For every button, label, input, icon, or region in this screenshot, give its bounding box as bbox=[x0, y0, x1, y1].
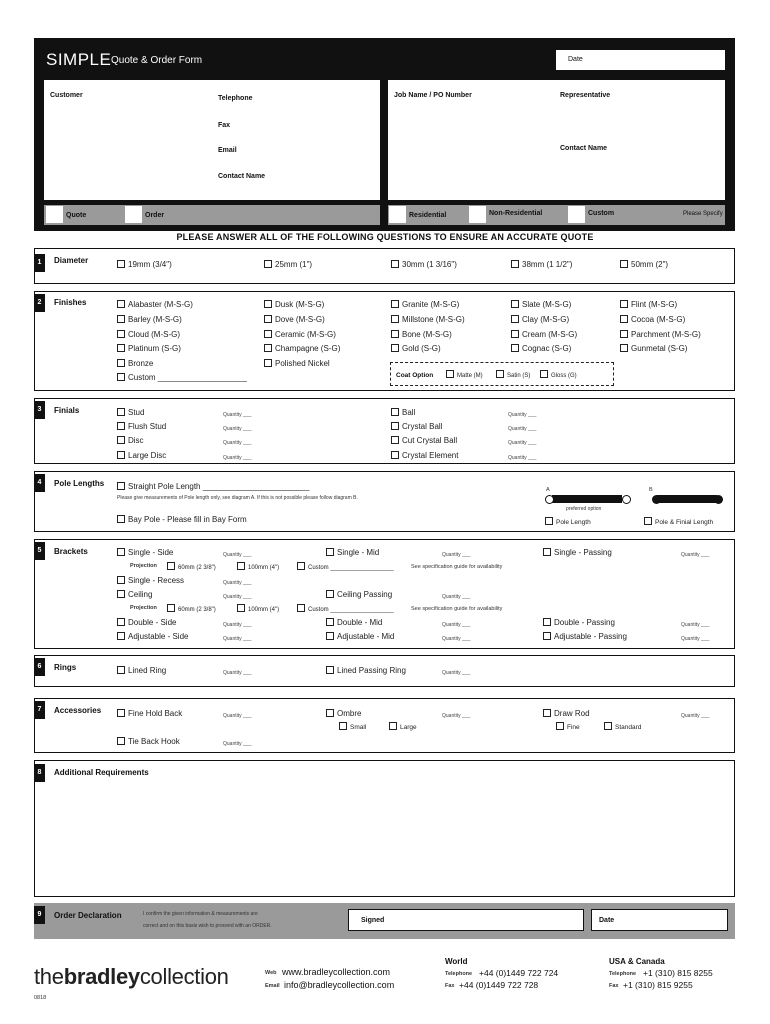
finial-option[interactable]: Crystal Ball bbox=[391, 422, 442, 431]
section-number: 3 bbox=[34, 401, 45, 419]
form-code: 0818 bbox=[34, 995, 47, 1001]
finish-option[interactable]: Gunmetal (S-G) bbox=[620, 344, 687, 353]
form-brand: SIMPLE bbox=[46, 50, 112, 69]
world-telephone: +44 (0)1449 722 724 bbox=[479, 968, 559, 978]
section-number: 7 bbox=[34, 701, 45, 719]
bracket-option[interactable]: Double - Side bbox=[117, 618, 176, 627]
pole-length-note: Please give measurements of Pole length only, see diagram A. If this is not possible please follow diagram B. bbox=[117, 495, 358, 501]
diagram-b-label: B bbox=[649, 487, 653, 493]
quantity-field[interactable]: Quantity ___ bbox=[442, 552, 471, 558]
bracket-option[interactable]: Adjustable - Passing bbox=[543, 632, 627, 641]
world-heading: World bbox=[445, 957, 468, 966]
non-residential-checkbox[interactable] bbox=[469, 206, 486, 223]
finial-option[interactable]: Disc bbox=[117, 436, 144, 445]
finish-option[interactable]: Alabaster (M-S-G) bbox=[117, 300, 193, 309]
declaration-text: I confirm the given information & measurements are bbox=[143, 911, 258, 917]
order-checkbox[interactable] bbox=[125, 206, 142, 223]
date-label: Date bbox=[568, 56, 583, 63]
spec-guide-note: See specification guide for availability bbox=[411, 564, 503, 570]
accessory-option[interactable]: Ombre bbox=[326, 709, 361, 718]
section-title: Diameter bbox=[54, 256, 89, 265]
finial-option[interactable]: Large Disc bbox=[117, 451, 166, 460]
finish-option[interactable]: Polished Nickel bbox=[264, 359, 330, 368]
quantity-field[interactable]: Quantity ___ bbox=[442, 636, 471, 642]
section-title: Finials bbox=[54, 406, 80, 415]
accessory-option[interactable]: Draw Rod bbox=[543, 709, 590, 718]
bracket-option[interactable]: Single - Mid bbox=[326, 548, 379, 557]
accessory-option[interactable]: Fine Hold Back bbox=[117, 709, 182, 718]
diagram-a-finial-right bbox=[622, 495, 631, 504]
coat-satin-option[interactable]: Satin (S) bbox=[496, 370, 530, 379]
projection-60-option[interactable]: 60mm (2 3/8") bbox=[167, 562, 216, 571]
diagram-a-finial-left bbox=[545, 495, 554, 504]
quantity-field[interactable]: Quantity ___ bbox=[508, 412, 537, 418]
projection-custom-option[interactable]: Custom ___________________ bbox=[297, 562, 394, 571]
section-title: Finishes bbox=[54, 298, 87, 307]
section-title: Brackets bbox=[54, 547, 88, 556]
custom-label: Custom bbox=[588, 210, 615, 217]
bracket-option[interactable]: Double - Mid bbox=[326, 618, 382, 627]
bracket-option[interactable]: Single - Passing bbox=[543, 548, 612, 557]
section-number: 2 bbox=[34, 294, 45, 312]
quantity-field[interactable]: Quantity ___ bbox=[223, 594, 252, 600]
email-label: Email bbox=[218, 147, 237, 154]
accessory-option[interactable]: Tie Back Hook bbox=[117, 737, 180, 746]
job-box[interactable] bbox=[388, 80, 725, 200]
section-number: 1 bbox=[34, 254, 45, 272]
finial-option[interactable]: Ball bbox=[391, 408, 415, 417]
pole-finial-length-option[interactable]: Pole & Finial Length bbox=[644, 517, 713, 526]
finish-option[interactable]: Cognac (S-G) bbox=[511, 344, 571, 353]
declaration-date-label: Date bbox=[599, 917, 615, 924]
finish-option[interactable]: Barley (M-S-G) bbox=[117, 315, 182, 324]
finish-option[interactable]: Bone (M-S-G) bbox=[391, 330, 452, 339]
ring-option[interactable]: Lined Ring bbox=[117, 666, 166, 675]
contact-name-label: Contact Name bbox=[218, 173, 266, 180]
projection-custom-option[interactable]: Custom ___________________ bbox=[297, 604, 394, 613]
finish-custom-option[interactable]: Custom ____________________ bbox=[117, 373, 247, 382]
diagram-a-label: A bbox=[546, 487, 550, 493]
section-title: Pole Lengths bbox=[54, 479, 105, 488]
ombre-large-option[interactable]: Large bbox=[389, 722, 417, 731]
quantity-field[interactable]: Quantity ___ bbox=[223, 741, 252, 747]
quantity-field[interactable]: Quantity ___ bbox=[442, 670, 471, 676]
quantity-field[interactable]: Quantity ___ bbox=[223, 455, 252, 461]
usa-heading: USA & Canada bbox=[609, 957, 665, 966]
signed-label: Signed bbox=[361, 917, 385, 924]
coat-gloss-option[interactable]: Gloss (G) bbox=[540, 370, 577, 379]
pole-length-option[interactable]: Pole Length bbox=[545, 517, 591, 526]
projection-60-option[interactable]: 60mm (2 3/8") bbox=[167, 604, 216, 613]
email-link[interactable]: info@bradleycollection.com bbox=[284, 980, 395, 990]
customer-label: Customer bbox=[50, 92, 83, 99]
custom-checkbox[interactable] bbox=[568, 206, 585, 223]
diameter-option[interactable]: 25mm (1") bbox=[264, 260, 312, 269]
web-label: Web bbox=[265, 970, 277, 976]
world-fax: +44 (0)1449 722 728 bbox=[459, 980, 539, 990]
email-label: Email bbox=[265, 983, 280, 989]
quantity-field[interactable]: Quantity ___ bbox=[223, 580, 252, 586]
quantity-field[interactable]: Quantity ___ bbox=[508, 455, 537, 461]
diameter-option[interactable]: 30mm (1 3/16") bbox=[391, 260, 457, 269]
quote-checkbox[interactable] bbox=[46, 206, 63, 223]
finish-option[interactable]: Clay (M-S-G) bbox=[511, 315, 569, 324]
quantity-field[interactable]: Quantity ___ bbox=[681, 713, 710, 719]
projection-100-option[interactable]: 100mm (4") bbox=[237, 604, 279, 613]
finial-option[interactable]: Crystal Element bbox=[391, 451, 458, 460]
section-number: 5 bbox=[34, 542, 45, 560]
coat-option-label: Coat Option bbox=[396, 372, 434, 379]
diagram-b-finial-right bbox=[714, 495, 723, 504]
quantity-field[interactable]: Quantity ___ bbox=[442, 622, 471, 628]
representative-label: Representative bbox=[560, 92, 611, 99]
job-label: Job Name / PO Number bbox=[394, 92, 472, 99]
finial-option[interactable]: Flush Stud bbox=[117, 422, 166, 431]
declaration-text: correct and on this basis wish to proceed with an ORDER. bbox=[143, 923, 272, 929]
finish-option[interactable]: Champagne (S-G) bbox=[264, 344, 340, 353]
finish-option[interactable]: Slate (M-S-G) bbox=[511, 300, 571, 309]
quantity-field[interactable]: Quantity ___ bbox=[508, 426, 537, 432]
coat-matte-option[interactable]: Matte (M) bbox=[446, 370, 483, 379]
draw-rod-standard-option[interactable]: Standard bbox=[604, 722, 641, 731]
diagram-b-pole bbox=[657, 495, 717, 503]
diagram-a-pole bbox=[552, 495, 622, 503]
section-title: Accessories bbox=[54, 706, 102, 715]
finish-option[interactable]: Cream (M-S-G) bbox=[511, 330, 577, 339]
quantity-field[interactable]: Quantity ___ bbox=[223, 426, 252, 432]
bracket-option[interactable]: Single - Recess bbox=[117, 576, 184, 585]
finish-option[interactable]: Bronze bbox=[117, 359, 153, 368]
section-title: Order Declaration bbox=[54, 911, 122, 920]
section-title: Additional Requirements bbox=[54, 768, 149, 777]
finish-option[interactable]: Cocoa (M-S-G) bbox=[620, 315, 685, 324]
section-number: 9 bbox=[34, 906, 45, 924]
order-label: Order bbox=[145, 212, 165, 219]
bracket-option[interactable]: Adjustable - Mid bbox=[326, 632, 394, 641]
bradley-collection-logo: thebradleycollection bbox=[34, 964, 229, 989]
diameter-option[interactable]: 50mm (2") bbox=[620, 260, 668, 269]
diagram-b-finial-left bbox=[652, 495, 661, 504]
bracket-option[interactable]: Adjustable - Side bbox=[117, 632, 188, 641]
bracket-option[interactable]: Single - Side bbox=[117, 548, 173, 557]
world-tel-label: Telephone bbox=[445, 971, 473, 977]
finish-option[interactable]: Dove (M-S-G) bbox=[264, 315, 325, 324]
projection-label: Projection bbox=[130, 605, 157, 611]
fax-label: Fax bbox=[218, 122, 231, 129]
bracket-option[interactable]: Ceiling bbox=[117, 590, 152, 599]
date-field[interactable] bbox=[556, 50, 725, 70]
telephone-label: Telephone bbox=[218, 95, 253, 102]
finial-option[interactable]: Stud bbox=[117, 408, 144, 417]
quantity-field[interactable]: Quantity ___ bbox=[223, 713, 252, 719]
quantity-field[interactable]: Quantity ___ bbox=[681, 552, 710, 558]
section-number: 8 bbox=[34, 764, 45, 782]
website-link[interactable]: www.bradleycollection.com bbox=[282, 967, 391, 977]
residential-checkbox[interactable] bbox=[389, 206, 406, 223]
usa-fax-label: Fax bbox=[609, 983, 619, 989]
finish-option[interactable]: Granite (M-S-G) bbox=[391, 300, 459, 309]
quantity-field[interactable]: Quantity ___ bbox=[681, 622, 710, 628]
non-residential-label: Non-Residential bbox=[489, 210, 543, 217]
quantity-field[interactable]: Quantity ___ bbox=[442, 713, 471, 719]
usa-fax: +1 (310) 815 9255 bbox=[623, 980, 693, 990]
quantity-field[interactable]: Quantity ___ bbox=[442, 594, 471, 600]
world-fax-label: Fax bbox=[445, 983, 455, 989]
usa-telephone: +1 (310) 815 8255 bbox=[643, 968, 713, 978]
quote-order-bar bbox=[44, 205, 380, 225]
ombre-small-option[interactable]: Small bbox=[339, 722, 366, 731]
section-number: 6 bbox=[34, 658, 45, 676]
finish-option[interactable]: Platinum (S-G) bbox=[117, 344, 181, 353]
quantity-field[interactable]: Quantity ___ bbox=[223, 412, 252, 418]
quantity-field[interactable]: Quantity ___ bbox=[223, 440, 252, 446]
quantity-field[interactable]: Quantity ___ bbox=[681, 636, 710, 642]
diameter-option[interactable]: 19mm (3/4") bbox=[117, 260, 172, 269]
usa-tel-label: Telephone bbox=[609, 971, 637, 977]
quantity-field[interactable]: Quantity ___ bbox=[223, 636, 252, 642]
instruction-banner: PLEASE ANSWER ALL OF THE FOLLOWING QUESTIONS TO ENSURE AN ACCURATE QUOTE bbox=[176, 232, 594, 242]
finish-option[interactable]: Flint (M-S-G) bbox=[620, 300, 677, 309]
quantity-field[interactable]: Quantity ___ bbox=[223, 622, 252, 628]
quantity-field[interactable]: Quantity ___ bbox=[223, 552, 252, 558]
finish-option[interactable]: Gold (S-G) bbox=[391, 344, 441, 353]
form-subtitle: Quote & Order Form bbox=[111, 55, 203, 66]
ring-option[interactable]: Lined Passing Ring bbox=[326, 666, 406, 675]
finial-option[interactable]: Cut Crystal Ball bbox=[391, 436, 457, 445]
spec-guide-note: See specification guide for availability bbox=[411, 606, 503, 612]
straight-pole-option[interactable]: Straight Pole Length ________________________ bbox=[117, 482, 310, 491]
customer-box[interactable] bbox=[44, 80, 380, 200]
please-specify-label: Please Specify bbox=[683, 211, 723, 217]
finish-option[interactable]: Ceramic (M-S-G) bbox=[264, 330, 336, 339]
job-contact-label: Contact Name bbox=[560, 145, 608, 152]
projection-label: Projection bbox=[130, 563, 157, 569]
additional-requirements-area[interactable] bbox=[34, 760, 735, 897]
bracket-option[interactable]: Double - Passing bbox=[543, 618, 615, 627]
quantity-field[interactable]: Quantity ___ bbox=[223, 670, 252, 676]
bay-pole-option[interactable]: Bay Pole - Please fill in Bay Form bbox=[117, 515, 247, 524]
quantity-field[interactable]: Quantity ___ bbox=[508, 440, 537, 446]
finish-option[interactable]: Cloud (M-S-G) bbox=[117, 330, 180, 339]
finish-option[interactable]: Parchment (M-S-G) bbox=[620, 330, 701, 339]
projection-100-option[interactable]: 100mm (4") bbox=[237, 562, 279, 571]
bracket-option[interactable]: Ceiling Passing bbox=[326, 590, 392, 599]
section-number: 4 bbox=[34, 474, 45, 492]
preferred-option-label: preferred option bbox=[566, 506, 602, 512]
draw-rod-fine-option[interactable]: Fine bbox=[556, 722, 580, 731]
quote-label: Quote bbox=[66, 212, 87, 219]
section-title: Rings bbox=[54, 663, 77, 672]
diameter-option[interactable]: 38mm (1 1/2") bbox=[511, 260, 572, 269]
residential-label: Residential bbox=[409, 212, 447, 219]
finish-option[interactable]: Millstone (M-S-G) bbox=[391, 315, 465, 324]
finish-option[interactable]: Dusk (M-S-G) bbox=[264, 300, 324, 309]
